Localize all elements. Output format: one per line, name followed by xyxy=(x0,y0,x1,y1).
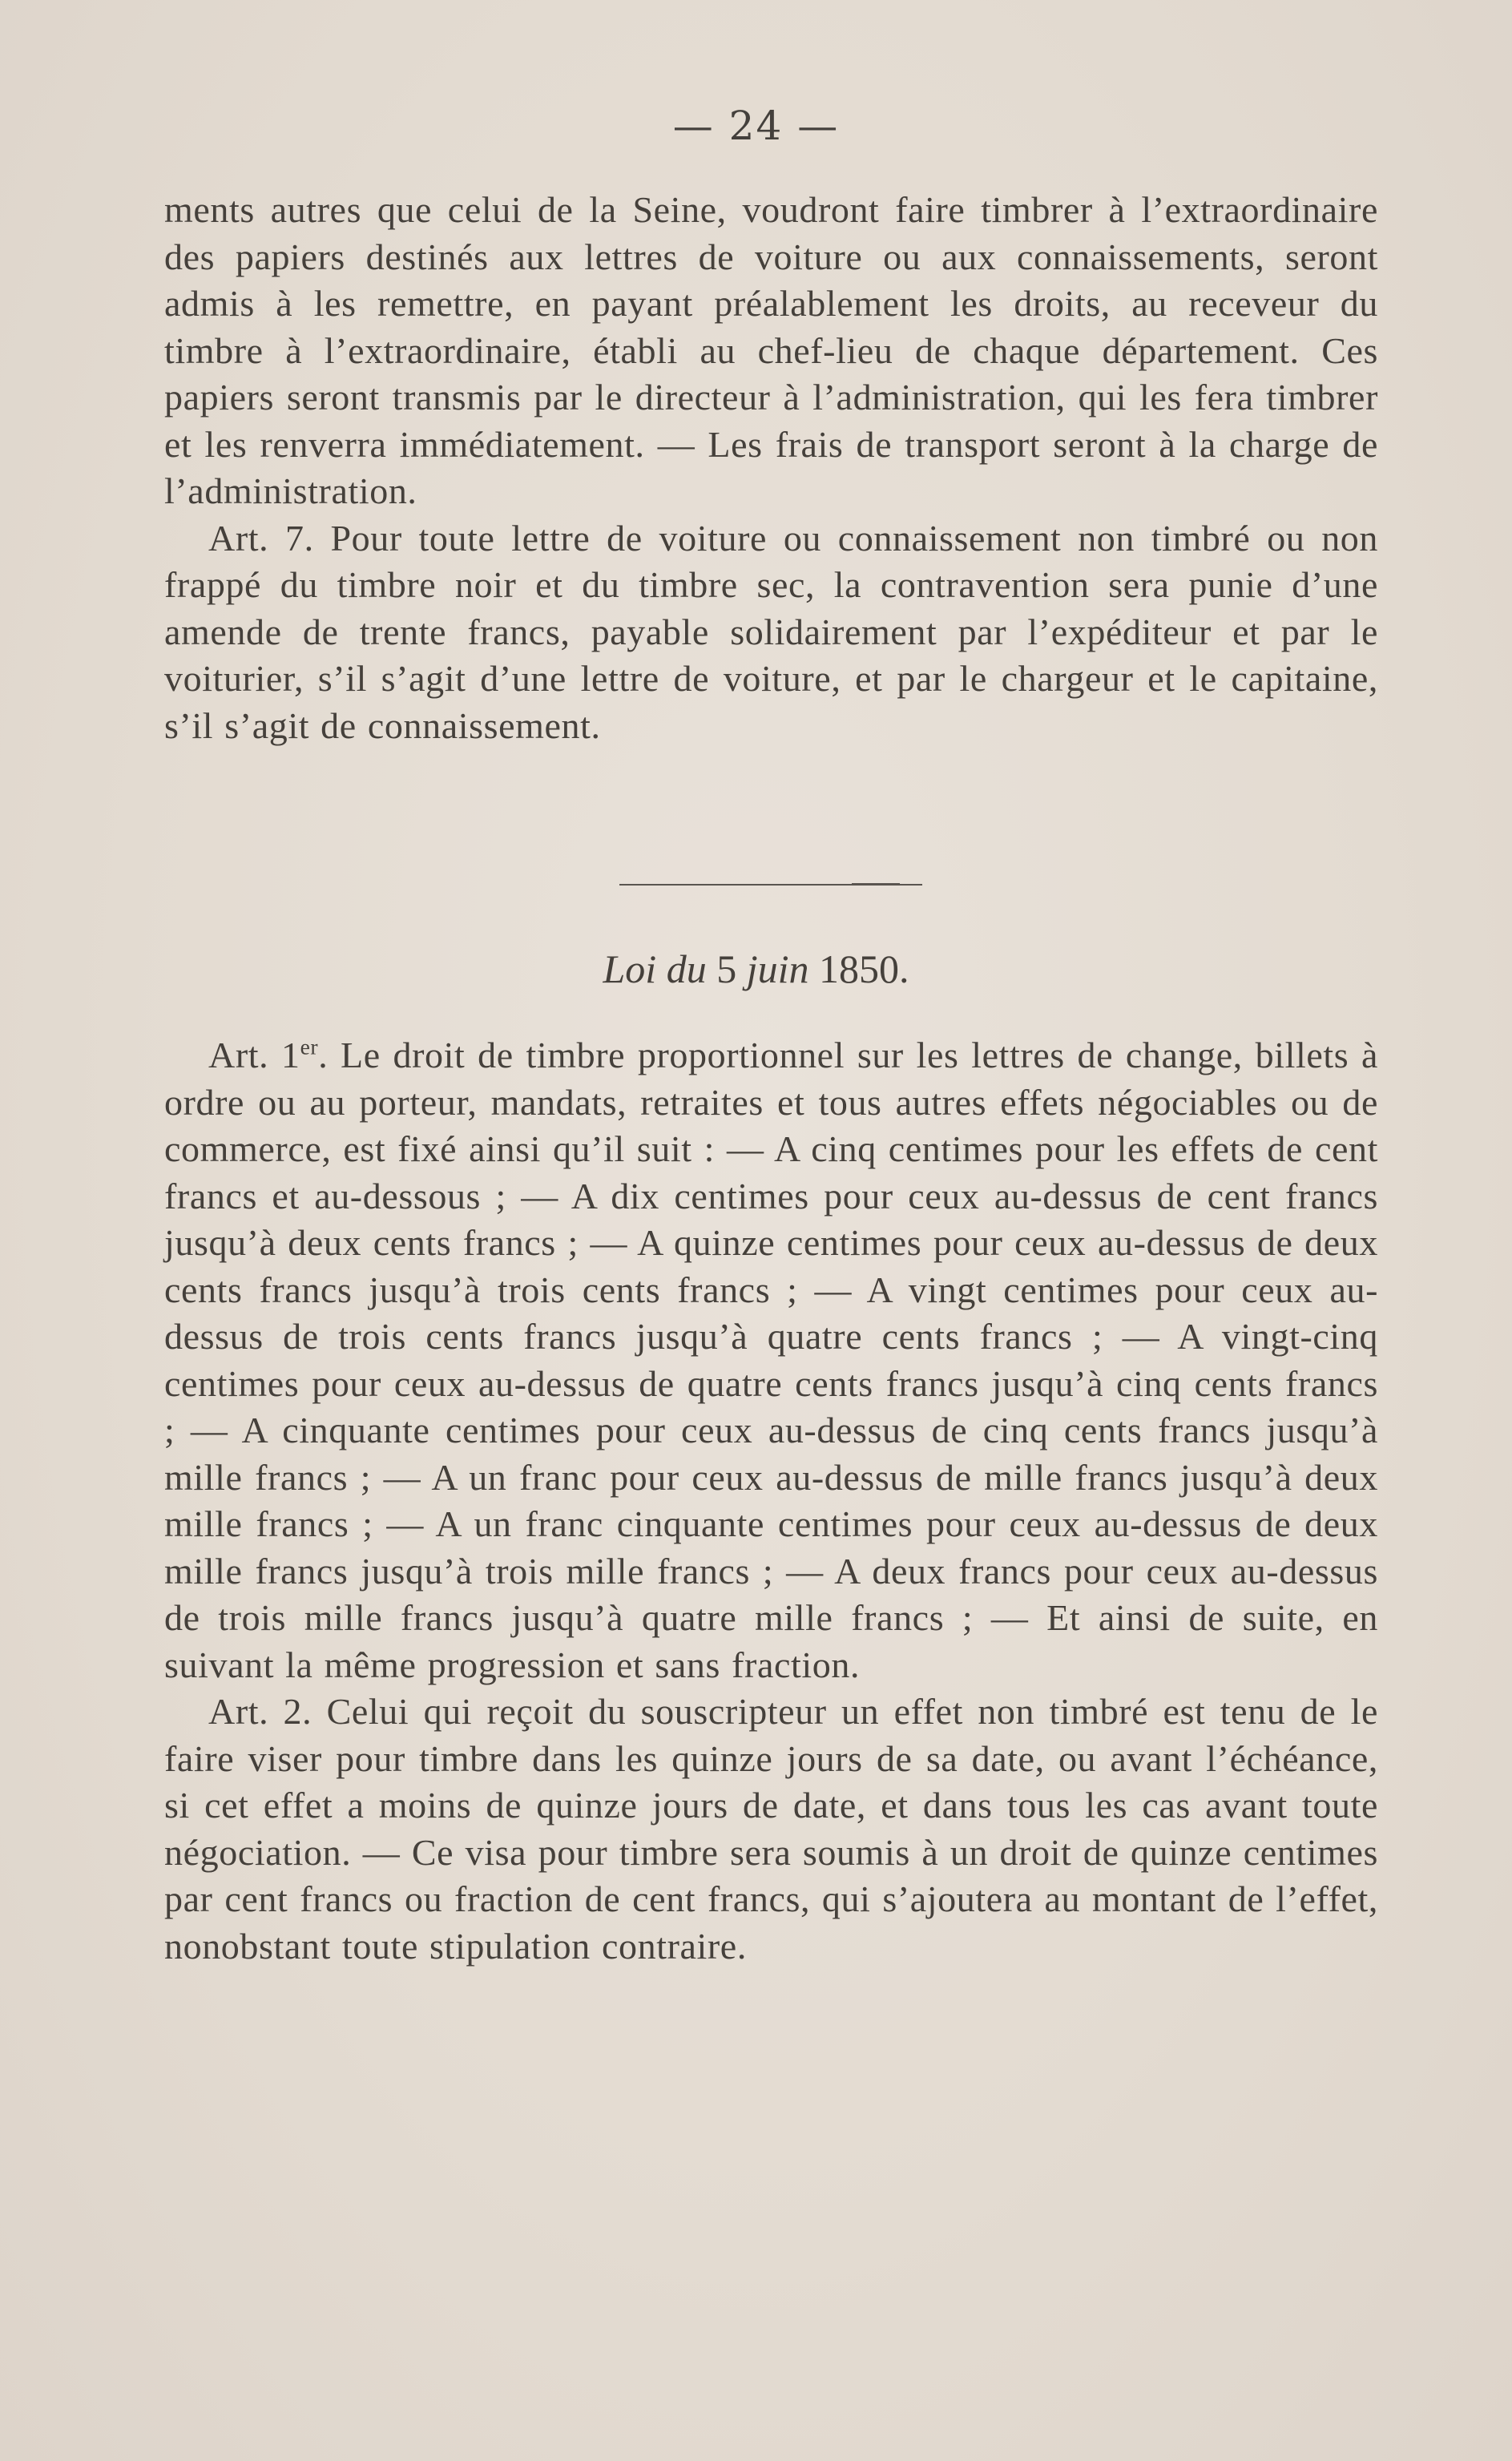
law-heading-month: juin xyxy=(746,946,809,991)
law-heading-day: 5 xyxy=(716,946,737,991)
law-article-1-label-sup: er xyxy=(300,1034,319,1059)
paragraph-law-article-2: Art. 2. Celui qui reçoit du souscripteur un effet non timbré est tenu de le faire viser pour timbre dans les quinze jours de sa date, ou avant l’échéance, si cet effet a moins de quinze jours de date, et dans tous les cas avant toute négociation. — Ce visa pour timbre sera soumis à un droit de quinze centimes par cent francs ou fraction de cent francs, qui s’ajoutera au montant de l’effet, nonobstant toute stipulation contraire. xyxy=(164,1691,1378,1967)
section-divider xyxy=(619,884,922,886)
law-heading xyxy=(0,946,1512,992)
text-block-bottom xyxy=(164,1032,1378,1970)
law-heading-prefix: Loi du xyxy=(603,946,707,991)
text-block-top xyxy=(164,187,1378,749)
law-article-1-label: Art. 1 xyxy=(208,1035,300,1075)
page-number: — 24 — xyxy=(672,103,840,149)
law-heading-year: 1850. xyxy=(819,946,909,991)
paragraph-law-article-1 xyxy=(164,1032,1378,1688)
law-article-1-text: . Le droit de timbre proportionnel sur les lettres de change, billets à ordre ou au porteur, mandats, retraites et tous autres effets négociables ou de commerce, est fixé ainsi qu’il suit : — A cinq centimes pour les effets de cent francs et au-dessous ; — A dix centimes pour ceux au-dessus de cent francs jusqu’à deux cents francs ; — A quinze centimes pour ceux au-dessus de deux cents francs jusqu’à trois cents francs ; — A vingt centimes pour ceux au-dessus de trois cents francs jusqu’à quatre cents francs ; — A vingt-cinq centimes pour ceux au-dessus de quatre cents francs jusqu’à cinq cents francs ; — A cinquante centimes pour ceux au-dessus de cinq cents francs jusqu’à mille francs ; — A un franc pour ceux au-dessus de mille francs jusqu’à deux mille francs ; — A un franc cinquante centimes pour ceux au-dessus de deux mille francs jusqu’à trois mille francs ; — A deux francs pour ceux au-dessus de trois mille francs jusqu’à quatre mille francs ; — Et ainsi de suite, en suivant la même progression et sans fraction. xyxy=(164,1035,1378,1685)
paragraph-article-6-continued: ments autres que celui de la Seine, voudront faire timbrer à l’extraordinaire des papiers destinés aux lettres de voiture ou aux connaissements, seront admis à les remettre, en payant préalablement les droits, au receveur du timbre à l’extraordinaire, établi au chef-lieu de chaque département. Ces papiers seront transmis par le directeur à l’administration, qui les fera timbrer et les renverra immédiatement. — Les frais de transport seront à la charge de l’administration. xyxy=(164,189,1378,511)
paragraph-article-7: Art. 7. Pour toute lettre de voiture ou connaissement non timbré ou non frappé du timbre noir et du timbre sec, la contravention sera punie d’une amende de trente francs, payable solidairement par l’expéditeur et par le voiturier, s’il s’agit d’une lettre de voiture, et par le chargeur et le capitaine, s’il s’agit de connaissement. xyxy=(164,517,1378,746)
